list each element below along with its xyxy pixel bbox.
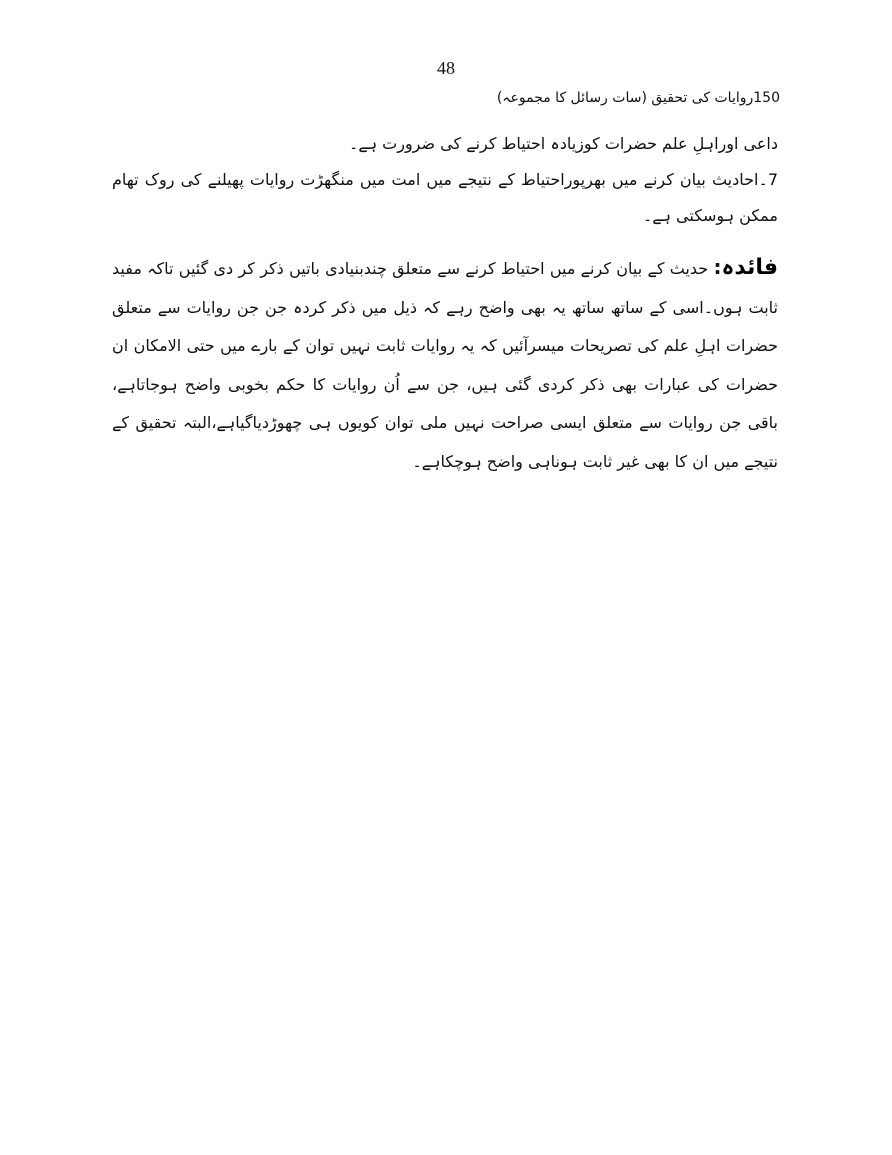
- body-text: [112, 126, 778, 481]
- faida-separator: :: [713, 255, 722, 279]
- running-header: 150روایات کی تحقیق (سات رسائل کا مجموعہ): [496, 90, 780, 106]
- paragraph-point-7: 7۔احادیث بیان کرنے میں بھرپوراحتیاط کے نتیجے میں امت میں منگھڑت روایات پھیلنے کی روک تھام ممکن ہوسکتی ہے۔: [112, 170, 778, 225]
- faida-paragraph: [112, 248, 778, 481]
- faida-label: فائدہ: [721, 255, 778, 280]
- paragraph-line1: داعی اوراہلِ علم حضرات کوزیادہ احتیاط کرنے کی ضرورت ہے۔: [348, 134, 778, 153]
- faida-text: حدیث کے بیان کرنے میں احتیاط کرنے سے متعلق چندبنیادی باتیں ذکر کر دی گئیں تاکہ مفید ثابت ہوں۔اسی کے ساتھ ساتھ یہ بھی واضح رہے کہ ذیل میں ذکر کردہ جن جن روایات سے متعلق حضرات اہلِ علم کی تصریحات میسرآئیں کہ یہ روایات ثابت نہیں توان کے بارے میں حتی الامکان ان حضرات کی عبارات بھی ذکر کردی گئی ہیں، جن سے اُن روایات کا حکم بخوبی واضح ہوجاتاہے، باقی جن روایات سے متعلق ایسی صراحت نہیں ملی توان کویوں ہی چھوڑدیاگیاہے،البتہ تحقیق کے نتیجے میں ان کا بھی غیر ثابت ہوناہی واضح ہوچکاہے۔: [112, 259, 778, 471]
- page-number: 48: [437, 58, 455, 78]
